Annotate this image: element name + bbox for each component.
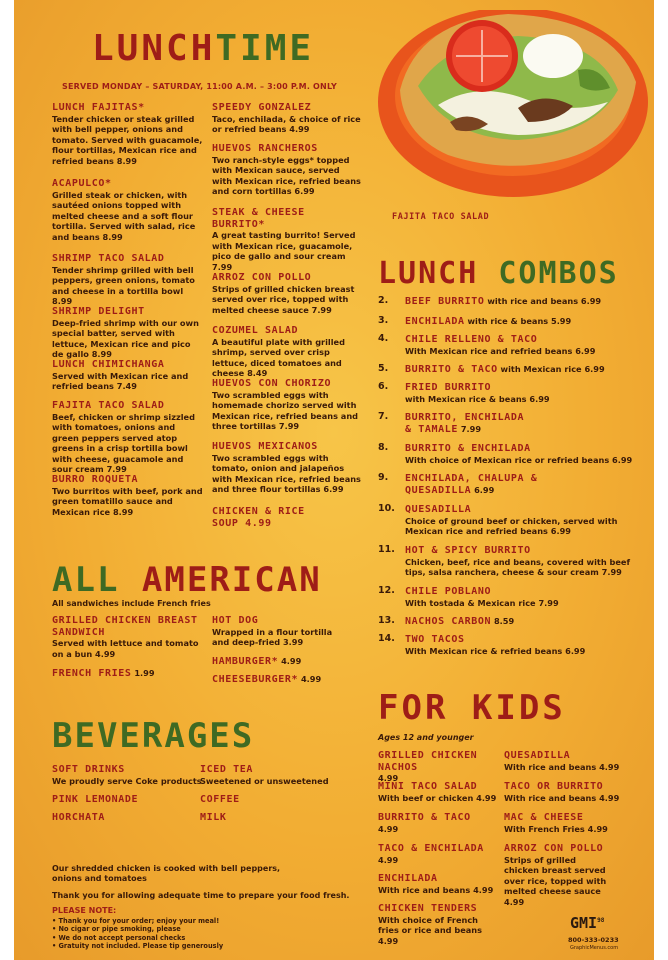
item-name: HAMBURGER* (212, 656, 279, 667)
combo-number: 5. (378, 363, 389, 374)
item-desc: Tender shrimp grilled with bell peppers, green onions, tomato and cheese in a tortilla bowl 8.99 (52, 264, 195, 307)
note-bullet: • No cigar or pipe smoking, please (52, 925, 181, 934)
item-desc: Sweetened or unsweetened (200, 775, 329, 786)
item-name: MAC & CHEESE (504, 812, 584, 823)
please-note-heading: PLEASE NOTE: (52, 906, 117, 915)
lunch-item (212, 207, 362, 272)
item-desc: Grilled steak or chicken, with sautéed onions topped with melted cheese and a soft flour tortilla. Served with salad, rice and beans 8.99 (52, 189, 196, 242)
item-name: QUESADILLA (504, 750, 571, 761)
combo-item (378, 504, 648, 537)
for-kids-title: FOR KIDS (378, 688, 566, 728)
item-name: ARROZ CON POLLO (212, 272, 312, 283)
kids-item (378, 812, 500, 834)
combo-name: BURRITO & ENCHILADA (405, 443, 531, 454)
kids-item (378, 873, 500, 895)
note-bullet: • Gratuity not included. Please tip generously (52, 941, 224, 950)
combo-item (378, 316, 648, 328)
item-desc: Strips of grilled chicken breast served over rice, topped with melted cheese sauce 7.99 (212, 283, 355, 315)
american-item (212, 674, 372, 686)
combo-number: 3. (378, 315, 389, 326)
item-name: COZUMEL SALAD (212, 325, 299, 336)
combo-item (378, 473, 648, 496)
beverages-title: BEVERAGES (52, 716, 255, 756)
item-name: STEAK & CHEESE BURRITO* (212, 207, 305, 230)
title-time: TIME (215, 28, 315, 69)
item-desc: With choice of French fries or rice and beans 4.99 (378, 914, 483, 946)
item-name: ICED TEA (200, 764, 253, 775)
item-desc: 4.99 (281, 656, 302, 666)
combo-item (378, 616, 648, 628)
item-desc: 4.99 (300, 674, 322, 684)
kids-item (378, 843, 500, 865)
lunch-combos-title (378, 256, 619, 291)
combo-item (378, 334, 648, 356)
beverage-item (52, 813, 202, 824)
logo-sub: 98 (597, 917, 605, 924)
combo-name: ENCHILADA (405, 316, 465, 327)
fresh-note: Thank you for allowing adequate time to prepare your food fresh. (52, 891, 350, 900)
item-desc: 1.99 (134, 668, 155, 678)
combo-item (378, 296, 648, 308)
beverage-item (200, 813, 350, 824)
item-desc: 4.99 (378, 823, 399, 834)
item-desc: Tender chicken or steak grilled with bell pepper, onions and tomato. Served with guacamole, flour tortillas, Mexican rice and refried beans 8.99 (52, 113, 203, 166)
combo-number: 12. (378, 585, 395, 596)
item-desc: Two burritos with beef, pork and green tomatillo sauce and Mexican rice 8.99 (52, 485, 203, 517)
item-desc: With rice and beans 4.99 (504, 761, 620, 772)
combo-desc: with rice & beans 5.99 (467, 316, 572, 326)
lunchtime-title (92, 28, 314, 69)
combo-number: 11. (378, 544, 395, 555)
logo-text: GMI (570, 914, 598, 932)
item-desc: With beef or chicken 4.99 (378, 792, 497, 803)
combo-number: 7. (378, 411, 389, 422)
combo-desc: With Mexican rice and refried beans 6.99 (405, 345, 596, 356)
combo-name: HOT & SPICY BURRITO (405, 545, 531, 556)
kids-item (378, 750, 500, 784)
kids-item (504, 843, 608, 907)
combo-number: 10. (378, 503, 395, 514)
combo-name: FRIED BURRITO (405, 382, 492, 393)
kids-item (504, 781, 634, 803)
item-name: CHICKEN & RICE SOUP 4.99 (212, 506, 305, 529)
combo-name: NACHOS CARBON (405, 616, 492, 627)
note-bullet: • We do not accept personal checks (52, 933, 186, 942)
lunch-item (212, 506, 322, 529)
lunch-item (212, 325, 362, 379)
beverage-item (52, 765, 202, 786)
combo-desc: With tostada & Mexican rice 7.99 (405, 597, 559, 608)
item-name: PINK LEMONADE (52, 794, 139, 805)
item-name: MILK (200, 812, 227, 823)
combo-name: TWO TACOS (405, 634, 465, 645)
item-desc: 4.99 (378, 854, 399, 865)
combo-number: 6. (378, 381, 389, 392)
combo-item (378, 364, 648, 376)
item-name: MINI TACO SALAD (378, 781, 478, 792)
kids-item (378, 903, 500, 946)
item-desc: With rice and beans 4.99 (504, 792, 620, 803)
combo-item (378, 412, 648, 435)
gmi-phone: 800-333-0233 (568, 936, 619, 944)
lunch-item (52, 178, 204, 242)
item-desc: We proudly serve Coke products (52, 775, 202, 786)
please-note-list (52, 917, 312, 950)
all-american-title (52, 560, 322, 600)
fajita-taco-salad-photo (378, 10, 648, 205)
item-name: BURRITO & TACO (378, 812, 471, 823)
combo-name: BURRITO & TACO (405, 364, 498, 375)
lunch-item (52, 306, 204, 360)
combo-number: 14. (378, 633, 395, 644)
lunch-item (52, 253, 204, 307)
left-border (0, 0, 14, 960)
item-name: COFFEE (200, 794, 240, 805)
combo-desc: with Mexican rice 6.99 (500, 364, 605, 374)
item-name: HUEVOS MEXICANOS (212, 441, 318, 452)
item-desc: 4.99 (378, 773, 399, 783)
item-desc: Served with Mexican rice and refried beans 7.49 (52, 370, 189, 392)
title-american: AMERICAN (141, 560, 322, 600)
item-name: GRILLED CHICKEN NACHOS (378, 750, 478, 773)
all-american-subtitle: All sandwiches include French fries (52, 599, 211, 608)
item-desc: Deep-fried shrimp with our own special batter, served with lettuce, Mexican rice and pico de gallo 8.99 (52, 317, 199, 360)
american-item (52, 615, 202, 659)
item-name: ACAPULCO* (52, 178, 112, 189)
item-name: SHRIMP DELIGHT (52, 306, 145, 317)
item-desc: Strips of grilled chicken breast served over rice, topped with melted cheese sauce 4.99 (504, 854, 607, 907)
item-name: TACO OR BURRITO (504, 781, 604, 792)
beverage-item (52, 795, 202, 806)
title-combos-lunch: LUNCH (378, 256, 479, 291)
item-desc: Two ranch-style eggs* topped with Mexican sauce, served with Mexican rice, refried beans and corn tortillas 6.99 (212, 154, 361, 197)
item-desc: A beautiful plate with grilled shrimp, served over crisp lettuce, diced tomatoes and cheese 8.49 (212, 336, 345, 379)
beverage-item (200, 795, 350, 806)
item-name: HOT DOG (212, 615, 259, 626)
item-name: CHICKEN TENDERS (378, 903, 478, 914)
lunch-item (212, 143, 362, 197)
combo-desc: Chicken, beef, rice and beans, covered with beef tips, salsa ranchera, cheese & sour cream 7.99 (405, 556, 631, 578)
combo-name: BEEF BURRITO (405, 296, 485, 307)
combo-number: 2. (378, 295, 389, 306)
lunch-item (212, 441, 362, 495)
item-name: SPEEDY GONZALEZ (212, 102, 312, 113)
combo-desc: With choice of Mexican rice or refried beans 6.99 (405, 454, 633, 465)
combo-desc: 8.59 (493, 616, 515, 626)
lunch-item (212, 272, 362, 315)
item-name: LUNCH FAJITAS* (52, 102, 145, 113)
combo-desc: 6.99 (474, 484, 495, 495)
gmi-site: GraphicMenus.com (570, 945, 619, 951)
item-name: FAJITA TACO SALAD (52, 400, 165, 411)
item-name: SOFT DRINKS (52, 764, 125, 775)
item-name: CHEESEBURGER* (212, 674, 299, 685)
combo-desc: with Mexican rice & beans 6.99 (405, 393, 550, 404)
item-desc: Beef, chicken or shrimp sizzled with tomatoes, onions and green peppers served atop greens in a crisp tortilla bowl with cheese, guacamole and sour cream 7.99 (52, 411, 195, 475)
kids-subtitle: Ages 12 and younger (378, 733, 474, 742)
title-combos-combos: COMBOS (498, 256, 619, 291)
combo-desc: Choice of ground beef or chicken, served with Mexican rice and refried beans 6.99 (405, 515, 618, 537)
american-item (52, 668, 202, 680)
combo-item (378, 586, 648, 608)
item-name: GRILLED CHICKEN BREAST SANDWICH (52, 615, 198, 638)
item-desc: With French Fries 4.99 (504, 823, 608, 834)
combo-item (378, 382, 648, 404)
right-border (654, 0, 668, 960)
item-desc: Taco, enchilada, & choice of rice or refried beans 4.99 (212, 113, 361, 135)
item-name: FRENCH FRIES (52, 668, 132, 679)
lunch-item (52, 400, 204, 475)
combo-number: 8. (378, 442, 389, 453)
item-name: LUNCH CHIMICHANGA (52, 359, 165, 370)
lunch-item (212, 102, 362, 135)
item-desc: With rice and beans 4.99 (378, 884, 494, 895)
item-desc: Wrapped in a flour tortilla and deep-fried 3.99 (212, 626, 333, 648)
photo-caption: FAJITA TACO SALAD (392, 212, 490, 222)
combo-number: 13. (378, 615, 395, 626)
combo-name: QUESADILLA (405, 504, 472, 515)
item-name: SHRIMP TACO SALAD (52, 253, 165, 264)
note-bullet: • Thank you for your order; enjoy your meal! (52, 917, 220, 925)
combo-name: CHILE RELLENO & TACO (405, 334, 538, 345)
item-name: ENCHILADA (378, 873, 438, 884)
american-item (212, 615, 342, 648)
item-desc: Two scrambled eggs with tomato, onion and jalapeños with Mexican rice, refried beans and three flour tortillas 6.99 (212, 452, 361, 495)
combo-name: ENCHILADA, CHALUPA & QUESADILLA (405, 473, 538, 496)
lunch-item (52, 359, 204, 392)
lunch-item (212, 378, 362, 432)
title-all: ALL (52, 560, 120, 600)
combo-number: 4. (378, 333, 389, 344)
title-lunch: LUNCH (92, 28, 216, 69)
item-name: HUEVOS CON CHORIZO (212, 378, 332, 389)
combo-item (378, 443, 648, 465)
combo-desc: with rice and beans 6.99 (487, 296, 602, 306)
item-desc: A great tasting burrito! Served with Mexican rice, guacamole, pico de gallo and sour cream 7.99 (212, 230, 356, 272)
kids-item (504, 812, 634, 834)
combo-item (378, 634, 648, 656)
combo-number: 9. (378, 472, 389, 483)
combo-desc: 7.99 (460, 423, 482, 434)
item-name: HORCHATA (52, 812, 105, 823)
item-name: ARROZ CON POLLO (504, 843, 604, 854)
item-name: HUEVOS RANCHEROS (212, 143, 318, 154)
combo-item (378, 545, 648, 578)
combo-desc: With Mexican rice & refried beans 6.99 (405, 645, 586, 656)
beverage-item (200, 765, 350, 786)
combo-name: CHILE POBLANO (405, 586, 492, 597)
gmi-logo (570, 914, 604, 932)
kids-item (378, 781, 503, 803)
combo-name: BURRITO, ENCHILADA & TAMALE (405, 412, 525, 435)
kids-item (504, 750, 634, 772)
item-desc: Two scrambled eggs with homemade chorizo served with Mexican rice, refried beans and three tortillas 7.99 (212, 389, 359, 432)
item-desc: Served with lettuce and tomato on a bun 4.99 (52, 638, 199, 659)
lunch-item (52, 474, 204, 517)
item-name: BURRO ROQUETA (52, 474, 139, 485)
chicken-note: Our shredded chicken is cooked with bell peppers, onions and tomatoes (52, 864, 281, 883)
served-hours: SERVED MONDAY – SATURDAY, 11:00 A.M. – 3:00 P.M. ONLY (62, 82, 338, 91)
item-name: TACO & ENCHILADA (378, 843, 484, 854)
american-item (212, 656, 362, 668)
lunch-item (52, 102, 204, 166)
